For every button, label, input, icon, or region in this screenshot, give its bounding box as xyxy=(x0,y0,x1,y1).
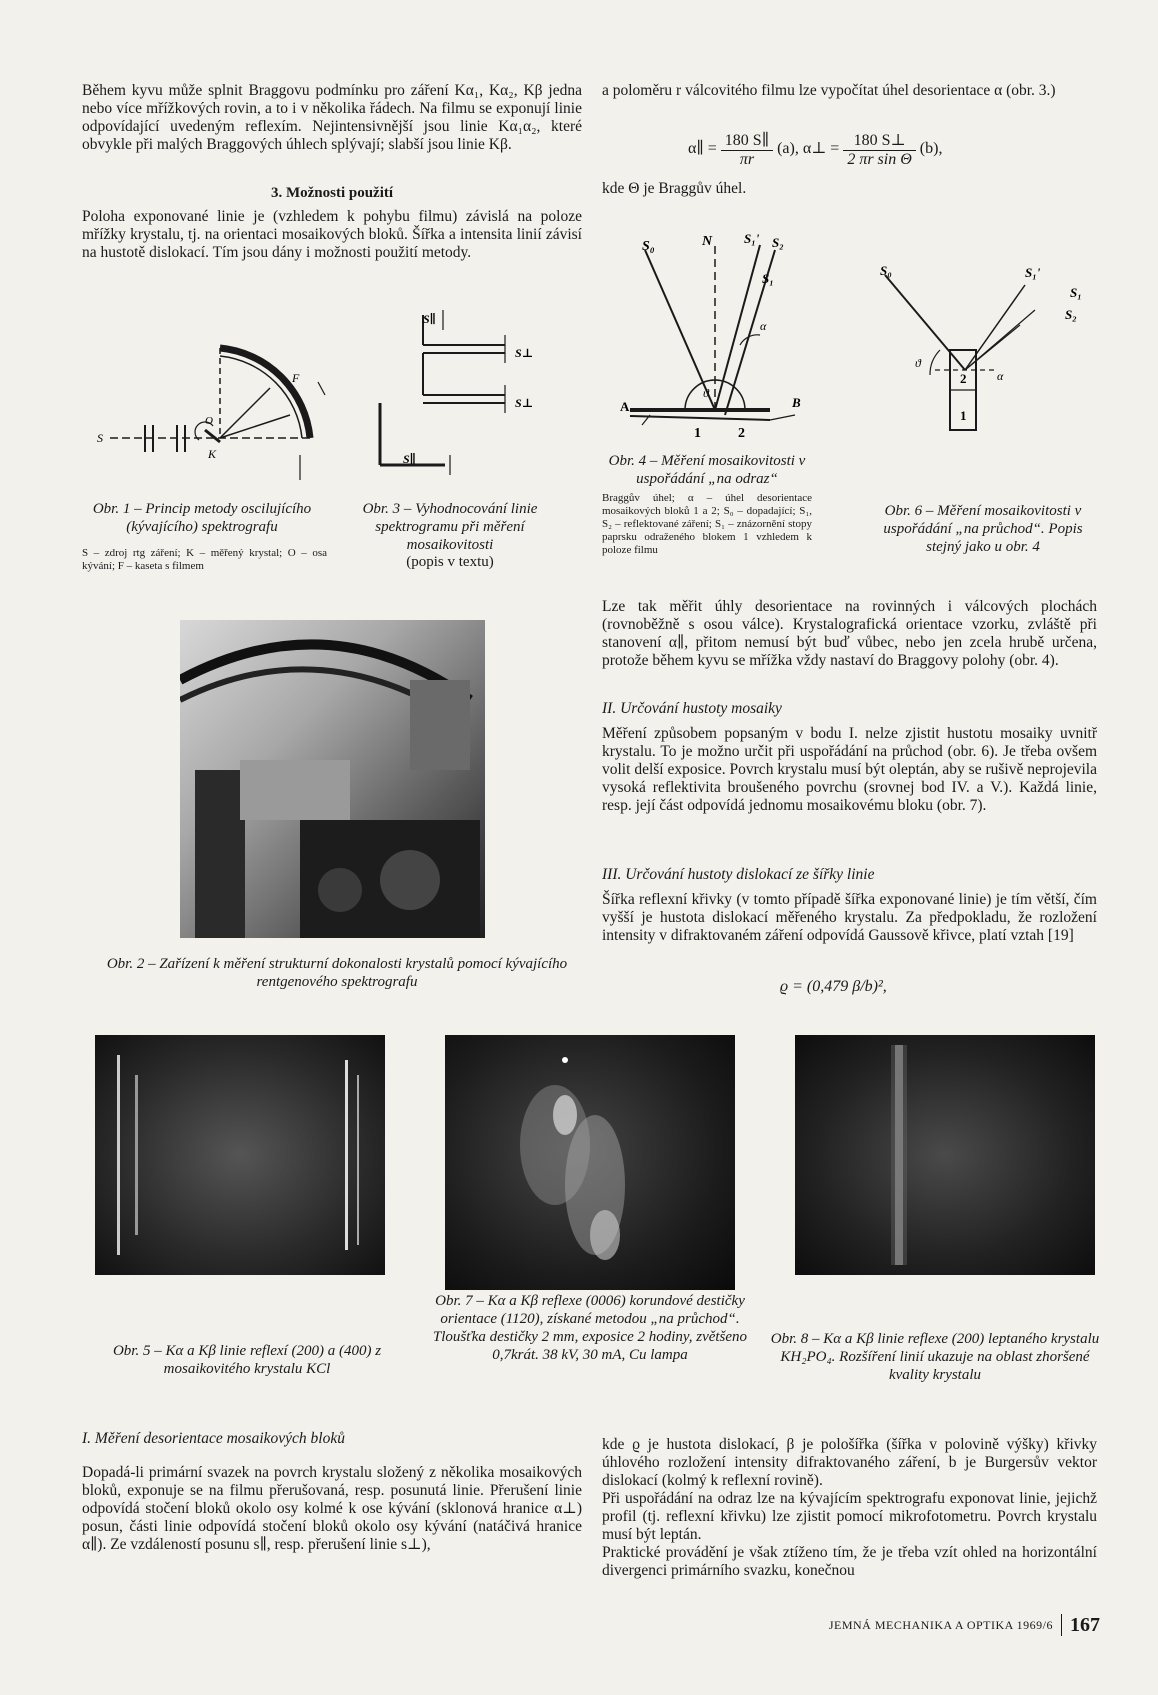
page-footer xyxy=(770,1610,1100,1640)
figure-2-photo xyxy=(180,620,485,938)
bottom-right-paragraph-1: kde ϱ je hustota dislokací, β je pološířka (šířka v polovině výšky) křivky úhlového rozložení intensity difraktovaného záření, b je Burgersův vektor dislokací (kolmý k reflexní rovině). xyxy=(602,1436,1097,1489)
dislocation-density-formula: ϱ = (0,479 β/b)², xyxy=(780,978,887,995)
figure-3-caption: Obr. 3 – Vyhodnocování linie spektrogramu při měření mosaikovitosti xyxy=(362,501,538,553)
figure-1-legend: S – zdroj rtg záření; K – měřený krystal; O – osa kývání; F – kaseta s filmem xyxy=(82,547,327,572)
bottom-right-paragraph-2: Při uspořádání na odraz lze na kývajícím spektrografu exponovat linie, jejichž profil (tj. reflexní křivku) lze zjistit pomocí mikrofotometru. Povrch krystalu musí být leptán. xyxy=(602,1490,1097,1543)
left-paragraph-2: Poloha exponované linie je (vzhledem k pohybu filmu) závislá na poloze mřížky krystalu, tj. na orientaci mosaikových bloků. Šířka a intensita linií závisí na hustotě dislokací. Tím jsou dány i možnosti použití metody. xyxy=(82,208,582,261)
fig1-label-o: O xyxy=(205,415,213,427)
fraction-b-numerator: 180 S⊥ xyxy=(843,130,915,151)
bottom-right-paragraph-3: Praktické provádění je však ztíženo tím, že je třeba vzít ohled na horizontální divergenci primárního svazku, konečnou xyxy=(602,1544,1097,1579)
figure-7-photo xyxy=(445,1035,735,1290)
fig6-label-one: 1 xyxy=(960,408,967,423)
figure-4-legend: Braggův úhel; α – úhel desorientace mosaikových bloků 1 a 2; S₀ – dopadající; S₁, S₂ – reflektované záření; S₁ – znázornění stopy paprsku odraženého blokem 1 vzhledem k poloze filmu xyxy=(602,492,812,556)
fig4-label-s1: S₁ xyxy=(762,271,774,286)
right-paragraph-1: a poloměru r válcovitého filmu lze vypočítat úhel desorientace α (obr. 3.) xyxy=(602,82,1056,99)
figure-8-line xyxy=(795,1035,1095,1275)
fig4-label-s1p: S₁' xyxy=(744,231,760,246)
journal-name: JEMNÁ MECHANIKA A OPTIKA 1969/6 xyxy=(828,1617,1053,1632)
figure-4-caption: Obr. 4 – Měření mosaikovitosti v uspořádání „na odraz“ xyxy=(608,453,806,487)
fig4-label-one: 1 xyxy=(694,426,701,440)
fig6-label-s0: S₀ xyxy=(880,263,892,278)
fig4-label-alpha: α xyxy=(760,319,767,333)
left-paragraph-1: Během kyvu může splnit Braggovu podmínku pro záření Kα₁, Kα₂, Kβ jedna nebo více mřížkových rovin, a to i v několika řádech. Na filmu se exponují linie odpovídající uvedeným reflexím. Nejintensivnější jsou linie Kα₁α₂, které obvykle při malých Braggových úhlech splývají; slabší jsou linie Kβ. xyxy=(82,82,582,153)
fig3-label-s-perp-2: S⊥ xyxy=(515,396,534,410)
fig1-label-k: K xyxy=(208,447,217,461)
fig4-label-two: 2 xyxy=(738,426,745,440)
section-i-heading: I. Měření desorientace mosaikových bloků xyxy=(82,1430,345,1447)
fig3-label-s-par-top: S∥ xyxy=(423,312,437,326)
fig6-label-alpha: α xyxy=(997,369,1004,383)
figure-7-caption: Obr. 7 – Kα a Kβ reflexe (0006) korundové destičky orientace (1120), získané metodou „na průchod“. Tloušťka destičky 2 mm, exposice 2 hodiny, zvětšeno 0,7krát. 38 kV, 30 mA, Cu lampa xyxy=(432,1293,748,1363)
fig1-label-f: F xyxy=(292,371,300,385)
figure-8-photo xyxy=(795,1035,1095,1275)
section-ii-heading: II. Určování hustoty mosaiky xyxy=(602,700,782,717)
right-mid-paragraph-1: Lze tak měřit úhly desorientace na rovinných i válcových plochách (rovnoběžně s osou válce). Krystalografická orientace vzorku, zvláště při stanovení α∥, přitom nemusí být buď vůbec, nebo jen zcela hrubě určena, protože během kyvu se mřížka vždy nastaví do Braggovy polohy (obr. 4). xyxy=(602,598,1097,669)
bottom-left-paragraph: Dopadá-li primární svazek na povrch krystalu složený z několika mosaikových bloků, exponuje se na filmu přerušovaná, resp. posunutá linie. Přerušení linie odpovídá stočení bloků okolo osy kolmé k ose kývání (sklonová hranice α⊥) posun, části linie odpovídá stočení bloků okolo osy kývání (natáčivá hranice α∥). Ze vzdáleností posunu s∥, resp. přerušení linie s⊥), xyxy=(82,1464,582,1553)
figure-3-caption-note: (popis v textu) xyxy=(406,554,494,570)
fig6-label-two: 2 xyxy=(960,371,967,386)
fig6-label-theta: ϑ xyxy=(915,356,921,370)
fig4-label-theta: ϑ xyxy=(703,386,709,400)
figure-1-diagram xyxy=(95,330,340,490)
figure-4-diagram xyxy=(620,225,820,440)
fig6-label-s1: S₁ xyxy=(1070,285,1082,300)
figure-5-caption: Obr. 5 – Kα a Kβ linie reflexí (200) a (400) z mosaikovitého krystalu KCl xyxy=(112,1343,382,1377)
fraction-b-denominator: 2 πr sin Θ xyxy=(847,151,912,168)
right-mid-paragraph-3: Šířka reflexní křivky (v tomto případě šířka exponované linie) je tím větší, čím vyšší je hustota dislokací měřeného krystalu. Za předpokladu, že rozložení intensity v difraktovaném záření odpovídá Gaussově křivce, platí vztah [19] xyxy=(602,891,1097,944)
section-3-heading: 3. Možnosti použití xyxy=(270,185,394,201)
fig4-label-b: B xyxy=(792,395,801,410)
formula-lhs-a: α∥ = xyxy=(688,140,717,158)
figure-5-lines xyxy=(95,1035,385,1275)
page-number: 167 xyxy=(1070,1613,1100,1636)
fig4-label-s2: S₂ xyxy=(772,235,784,250)
fraction-a-numerator: 180 S∥ xyxy=(721,130,773,151)
fig4-label-n: N xyxy=(702,234,713,249)
figure-5-photo xyxy=(95,1035,385,1275)
fig4-label-a: A xyxy=(620,399,630,414)
fig6-label-s1p: S₁' xyxy=(1025,265,1041,280)
fig1-label-s: S xyxy=(97,431,103,445)
figure-6-diagram xyxy=(875,255,1100,440)
fig4-label-s0: S₀ xyxy=(642,239,655,254)
figure-7-spots xyxy=(445,1035,735,1290)
figure-2-apparatus-drawing xyxy=(180,620,485,938)
formula-tag-b: (b), xyxy=(919,140,943,158)
fraction-b xyxy=(843,130,915,169)
figure-6-caption: Obr. 6 – Měření mosaikovitosti v uspořádání „na průchod“. Popis stejný jako u obr. 4 xyxy=(883,503,1083,555)
right-mid-paragraph-2: Měření způsobem popsaným v bodu I. nelze zjistit hustotu mosaiky uvnitř krystalu. To je možno určit při uspořádání na průchod (obr. 6). Je třeba ovšem volit delší exposice. Povrch krystalu musí být oleptán, aby se rušivě neprojevila vysoká reflektivita broušeného povrchu (srovnej bod IV. a V.). Každá linie, resp. její část odpovídá jednomu mosaikovému bloku (obr. 7). xyxy=(602,725,1097,814)
fraction-a-denominator: πr xyxy=(739,151,755,168)
fig6-label-s2: S₂ xyxy=(1065,307,1077,322)
figure-3-diagram xyxy=(375,305,545,480)
figure-8-caption: Obr. 8 – Kα a Kβ linie reflexe (200) leptaného krystalu KH₂PO₄. Rozšíření linií ukazuje na oblast zhoršené kvality krystalu xyxy=(770,1331,1100,1383)
fig3-label-s-perp-1: S⊥ xyxy=(515,346,534,360)
footer-divider xyxy=(1061,1614,1062,1636)
formula-tag-a: (a), α⊥ = xyxy=(777,140,840,158)
desorientation-formula xyxy=(688,130,1098,174)
section-iii-heading: III. Určování hustoty dislokací ze šířky linie xyxy=(602,866,875,883)
fig3-label-s-par-bottom: S∥ xyxy=(403,452,417,466)
right-paragraph-2: kde Θ je Braggův úhel. xyxy=(602,180,747,197)
figure-1-caption: Obr. 1 – Princip metody oscilujícího (kývajícího) spektrografu xyxy=(92,501,312,535)
figure-2-caption: Obr. 2 – Zařízení k měření strukturní dokonalosti krystalů pomocí kývajícího rentgenového spektrografu xyxy=(106,956,568,990)
fraction-a xyxy=(721,130,773,169)
